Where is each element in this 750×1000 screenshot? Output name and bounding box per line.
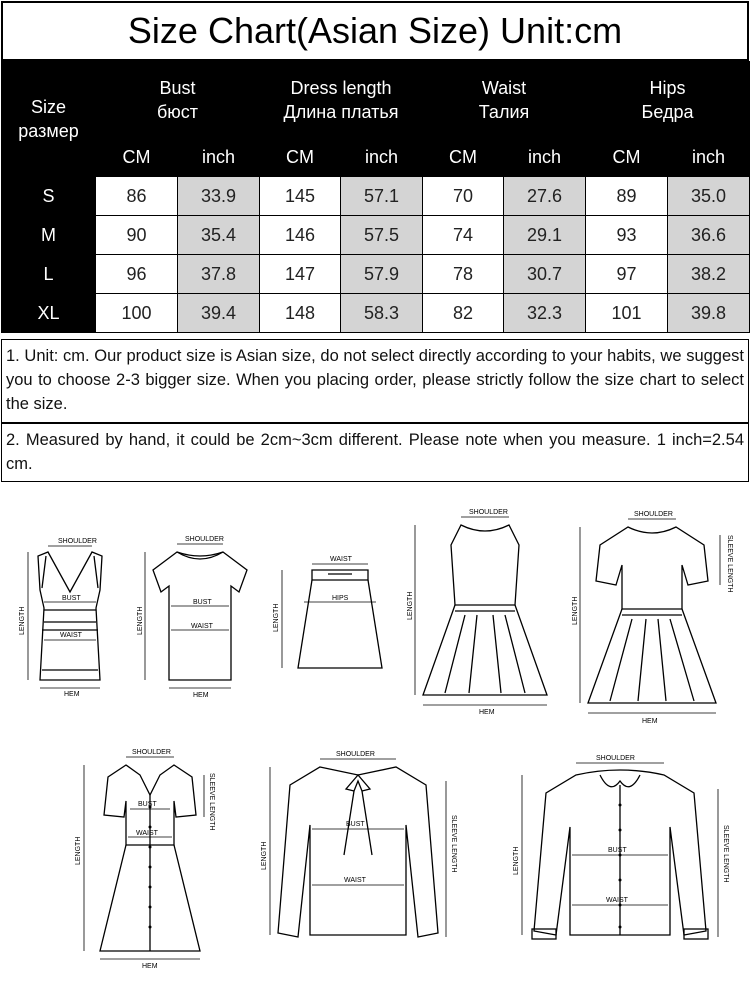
table-cell: 70 (423, 177, 504, 216)
table-cell: 32.3 (504, 294, 586, 333)
table-cell: 93 (586, 216, 668, 255)
shoulder-label: SHOULDER (336, 751, 375, 758)
bust-label: BUST (193, 599, 212, 606)
waist-label: WAIST (60, 632, 82, 639)
bow-blouse-diagram (250, 745, 470, 970)
table-cell: 35.0 (668, 177, 750, 216)
table-cell: 100 (96, 294, 178, 333)
table-row (2, 177, 750, 216)
unit-cm: CM (586, 138, 668, 177)
unit-inch: inch (668, 138, 750, 177)
waist-label: WAIST (606, 897, 628, 904)
waist-header-ru: Талия (478, 101, 530, 122)
unit-cm: CM (423, 138, 504, 177)
hips-label: HIPS (332, 595, 349, 602)
sleeve-length-label: SLEEVE LENGTH (450, 815, 457, 873)
table-row (2, 216, 750, 255)
table-cell: 146 (260, 216, 341, 255)
table-cell: 37.8 (178, 255, 260, 294)
unit-cm: CM (96, 138, 178, 177)
shoulder-label: SHOULDER (596, 755, 635, 762)
hips-header (586, 62, 750, 138)
shoulder-label: SHOULDER (185, 536, 224, 543)
waist-label: WAIST (136, 830, 158, 837)
bust-label: BUST (608, 847, 627, 854)
table-cell: 57.9 (341, 255, 423, 294)
table-cell: 74 (423, 216, 504, 255)
page-title: Size Chart(Asian Size) Unit:cm (1, 1, 749, 61)
table-cell: 101 (586, 294, 668, 333)
shoulder-label: SHOULDER (469, 509, 508, 516)
table-cell: 57.1 (341, 177, 423, 216)
dress-length-header (260, 62, 423, 138)
size-label: L (2, 255, 96, 294)
table-cell: 90 (96, 216, 178, 255)
bust-header-en: Bust (159, 77, 196, 98)
waist-header (423, 62, 586, 138)
skirt-diagram (268, 550, 398, 680)
table-cell: 39.4 (178, 294, 260, 333)
length-label: LENGTH (137, 606, 144, 635)
table-cell: 35.4 (178, 216, 260, 255)
size-header-en: Size (30, 97, 66, 117)
length-label: LENGTH (407, 591, 414, 620)
table-cell: 38.2 (668, 255, 750, 294)
waist-label: WAIST (191, 623, 213, 630)
table-cell: 27.6 (504, 177, 586, 216)
hips-header-ru: Бедра (641, 101, 694, 122)
hem-label: HEM (142, 963, 158, 970)
puff-sleeve-dress-diagram (570, 505, 745, 730)
shirt-diagram (500, 745, 740, 970)
unit-cm: CM (260, 138, 341, 177)
size-label: S (2, 177, 96, 216)
size-header-ru: размер (18, 121, 79, 141)
tshirt-diagram (135, 530, 265, 700)
note-unit: 1. Unit: cm. Our product size is Asian size, do not select directly according to your habits, we suggest you to choose 2-3 bigger size. When you placing order, please strictly follow the size chart to select the size. (1, 339, 749, 423)
camisole-diagram (10, 530, 130, 700)
sleeveless-dress-diagram (405, 505, 565, 720)
table-cell: 33.9 (178, 177, 260, 216)
table-cell: 29.1 (504, 216, 586, 255)
unit-inch: inch (504, 138, 586, 177)
shoulder-label: SHOULDER (634, 511, 673, 518)
shirt-dress-diagram (70, 745, 230, 970)
table-cell: 147 (260, 255, 341, 294)
length-label: LENGTH (261, 841, 268, 870)
table-row (2, 255, 750, 294)
dress-length-header-ru: Длина платья (283, 101, 399, 122)
dress-length-header-en: Dress length (290, 77, 392, 98)
length-label: LENGTH (513, 846, 520, 875)
length-label: LENGTH (572, 596, 579, 625)
table-cell: 96 (96, 255, 178, 294)
size-label: XL (2, 294, 96, 333)
hem-label: HEM (64, 691, 80, 698)
unit-inch: inch (341, 138, 423, 177)
note-measure: 2. Measured by hand, it could be 2cm~3cm different. Please note when you measure. 1 inch=2.54 cm. (1, 423, 749, 482)
bust-label: BUST (346, 821, 365, 828)
length-label: LENGTH (19, 606, 26, 635)
waist-label: WAIST (330, 556, 352, 563)
shoulder-label: SHOULDER (132, 749, 171, 756)
table-cell: 36.6 (668, 216, 750, 255)
table-cell: 148 (260, 294, 341, 333)
table-cell: 78 (423, 255, 504, 294)
size-header (2, 62, 96, 177)
table-cell: 82 (423, 294, 504, 333)
bust-header (96, 62, 260, 138)
table-cell: 58.3 (341, 294, 423, 333)
size-label: M (2, 216, 96, 255)
hips-header-en: Hips (649, 77, 686, 98)
sleeve-length-label: SLEEVE LENGTH (208, 773, 215, 831)
bust-label: BUST (138, 801, 157, 808)
shoulder-label: SHOULDER (58, 538, 97, 545)
size-table (1, 61, 750, 333)
measurement-diagrams (0, 490, 750, 1000)
bust-label: BUST (62, 595, 81, 602)
hem-label: HEM (479, 709, 495, 716)
table-cell: 97 (586, 255, 668, 294)
bust-header-ru: бюст (156, 101, 199, 122)
table-cell: 145 (260, 177, 341, 216)
length-label: LENGTH (273, 603, 280, 632)
sleeve-length-label: SLEEVE LENGTH (726, 535, 733, 593)
unit-inch: inch (178, 138, 260, 177)
table-cell: 89 (586, 177, 668, 216)
table-row (2, 294, 750, 333)
sleeve-length-label: SLEEVE LENGTH (722, 825, 729, 883)
waist-label: WAIST (344, 877, 366, 884)
hem-label: HEM (193, 692, 209, 699)
table-cell: 86 (96, 177, 178, 216)
table-cell: 57.5 (341, 216, 423, 255)
waist-header-en: Waist (481, 77, 527, 98)
table-cell: 30.7 (504, 255, 586, 294)
hem-label: HEM (642, 718, 658, 725)
length-label: LENGTH (75, 836, 82, 865)
table-cell: 39.8 (668, 294, 750, 333)
